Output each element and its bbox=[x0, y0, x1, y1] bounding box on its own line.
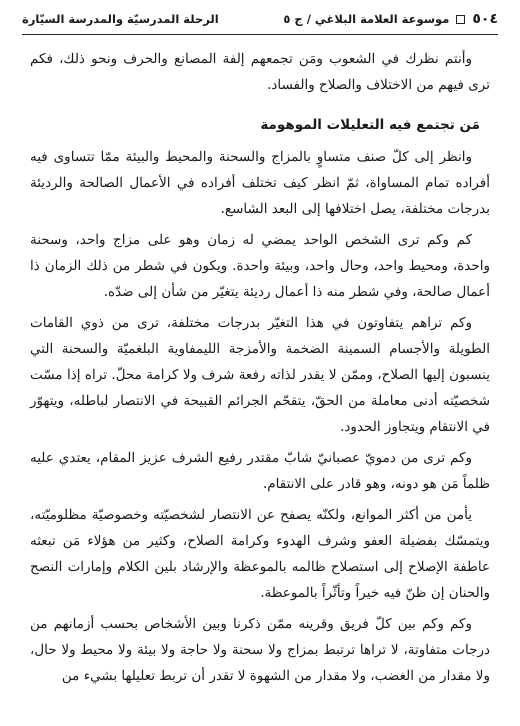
body-paragraph: وكم وكم بين كلّ فريق وقرينه ممّن ذكرنا وبين الأشخاص بحسب أزمانهم من درجات متفاوتة، لا تراها ترتبط بمزاج ولا سحنة ولا حاجة ولا بيئة ولا محيط ولا حال، ولا مقدار من الغضب، ولا مقدار من الشهوة لا تقدر أن تربط تعليلها بشيء من bbox=[30, 616, 490, 684]
body-paragraph: وكم تراهم يتفاوتون في هذا التغيّر بدرجات مختلفة، ترى من ذوي القامات الطويلة والأجسام السمينة الضخمة والأمزجة الليمفاوية البلغميّة والسحنة التي ينسبون إليها الصلاح، وممّن لا يقدر لذاته رفعة شرف ولا كرامة محلّ. تراه إذا مسّت شخصيّته أدنى معاملة من الحقّ، يتقحّم الجرائم القبيحة في الانتصار لباطله، ويتهوّر في الانتقام ويتجاوز الحدود. bbox=[30, 315, 490, 435]
section-heading: مَن تجتمع فيه التعليلات الموهومة bbox=[260, 117, 480, 133]
running-header bbox=[22, 8, 498, 30]
body-paragraph: وانظر إلى كلّ صنف متساوٍ بالمزاج والسحنة والمحيط والبيئة ممّا تتساوى فيه أفراده تمام المساواة، ثمّ انظر كيف تختلف أفراده في الأعمال الصالحة والرديئة بدرجات مختلفة، يصل اختلافها إلى البعد الشاسع. bbox=[30, 149, 490, 217]
square-separator-icon bbox=[456, 15, 465, 24]
body-paragraph: وكم ترى من دمويّ عصبانيّ شابّ مقتدر رفيع الشرف عزيز المقام، يعتدي عليه ظلماً مَن هو دونه، وهو قادر على الانتقام. bbox=[30, 450, 490, 492]
header-divider bbox=[22, 34, 498, 35]
body-paragraph: يأمن من أكثر الموانع، ولكنّه يصفح عن الانتصار لشخصيّته وخصوصيّة مظلوميّته، ويتمسّك بفضيلة العفو وشرف الهدوء وكرامة الصلاح، وكثير من هؤلاء مَن تبعثه عاطفة الإصلاح إلى استصلاح ظالمه بالموعظة والإرشاد بلين الكلام وإمارات النصح والحنان إن ظنّ فيه خيراً وتأثّراً بالموعظة. bbox=[30, 507, 490, 601]
intro-paragraph: وأنتم نظرك في الشعوب ومَن تجمعهم إلفة المصانع والحرف ونحو ذلك، فكم ترى فيهم من الاختلاف والصلاح والفساد. bbox=[30, 51, 490, 93]
header-page-info bbox=[283, 11, 498, 27]
body-paragraph: كم وكم ترى الشخص الواحد يمضي له زمان وهو على مزاج واحد، وسحنة واحدة، ومحيط واحد، وحال واحد، وبيئة واحدة. ويكون في شطر من ذلك الزمان ذا أعمال صالحة، وفي شطر منه ذا أعمال رديئة يتغيّر من شأن إلى ضدّه. bbox=[30, 232, 491, 300]
series-title: موسوعة العلامة البلاغي / ج ٥ bbox=[283, 12, 450, 26]
chapter-title: الرحلة المدرسيّة والمدرسة السيّارة bbox=[22, 12, 219, 26]
page-number: ٥٠٤ bbox=[472, 11, 498, 27]
page-body bbox=[30, 46, 490, 694]
